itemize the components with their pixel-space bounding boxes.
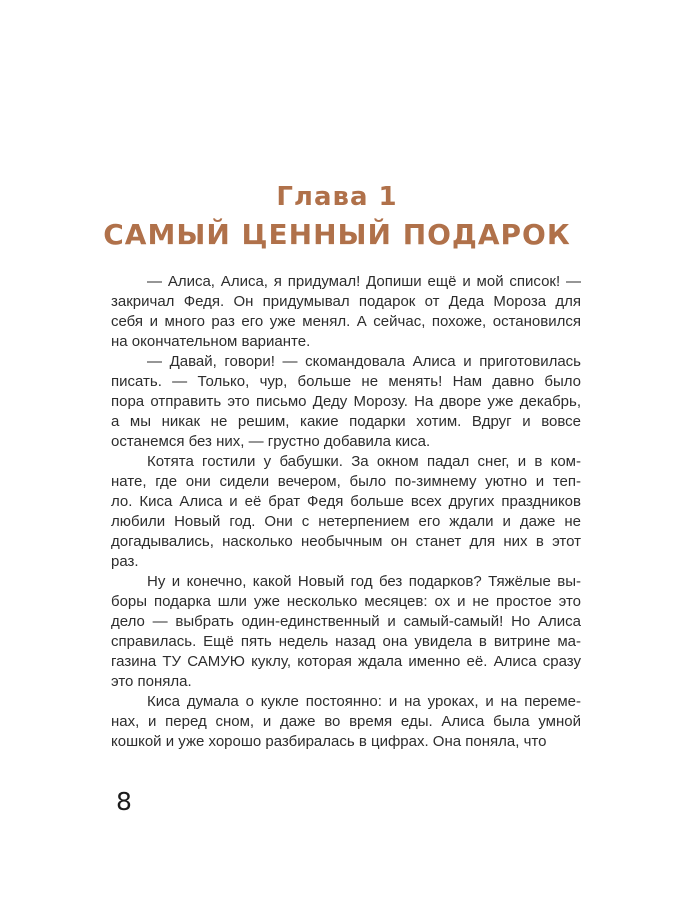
text-line: на окончательном варианте.: [111, 333, 311, 350]
chapter-label: Глава 1: [276, 182, 398, 212]
text-line: Ну и конечно, какой Новый год без подарков? Тяжёлые вы-: [147, 573, 581, 590]
text-line: это поняла.: [111, 673, 192, 690]
text-line: кошкой и уже хорошо разбиралась в цифрах. Она поняла, что: [111, 733, 547, 750]
text-line: ло. Киса Алиса и её брат Федя больше всех других праздников: [111, 493, 581, 510]
text-line: а мы никак не решим, какие подарки хотим. Вдруг и вовсе: [111, 413, 581, 430]
text-line: раз.: [111, 553, 139, 570]
paragraph: [111, 352, 581, 452]
text-line: справилась. Ещё пять недель назад она увидела в витрине ма-: [111, 633, 581, 650]
body-text: [111, 272, 581, 752]
text-line: нате, где они сидели вечером, было по-зимнему уютно и теп-: [111, 473, 581, 490]
paragraph: [111, 692, 581, 752]
text-line: Киса думала о кукле постоянно: и на уроках, и на переме-: [147, 693, 581, 710]
text-line: Котята гостили у бабушки. За окном падал снег, и в ком-: [147, 453, 581, 470]
text-line: пора отправить это письмо Деду Морозу. На дворе уже декабрь,: [111, 393, 581, 410]
text-line: нах, и перед сном, и даже во время еды. Алиса была умной: [111, 713, 581, 730]
text-line: — Давай, говори! — скомандовала Алиса и приготовилась: [147, 353, 581, 370]
text-line: останемся без них, — грустно добавила киса.: [111, 433, 431, 450]
page-number: 8: [116, 787, 132, 816]
text-line: закричал Федя. Он придумывал подарок от Деда Мороза для: [111, 293, 581, 310]
paragraph: [111, 572, 581, 692]
text-line: дело — выбрать один-единственный и самый-самый! Но Алиса: [111, 613, 581, 630]
text-line: писать. — Только, чур, больше не менять! Нам давно было: [111, 373, 581, 390]
text-line: газина ТУ САМУЮ куклу, которая ждала именно её. Алиса сразу: [111, 653, 581, 670]
text-line: — Алиса, Алиса, я придумал! Допиши ещё и мой список! —: [147, 273, 581, 290]
text-line: догадывались, насколько необычным он станет для них в этот: [111, 533, 581, 550]
chapter-title: САМЫЙ ЦЕННЫЙ ПОДАРОК: [103, 218, 571, 251]
paragraph: [111, 272, 581, 352]
text-line: боры подарка шли уже несколько месяцев: ох и не простое это: [111, 593, 581, 610]
text-line: себя и много раз его уже менял. А сейчас, похоже, остановился: [111, 313, 581, 330]
text-line: любили Новый год. Они с нетерпением его ждали и даже не: [111, 513, 581, 530]
paragraph: [111, 452, 581, 572]
